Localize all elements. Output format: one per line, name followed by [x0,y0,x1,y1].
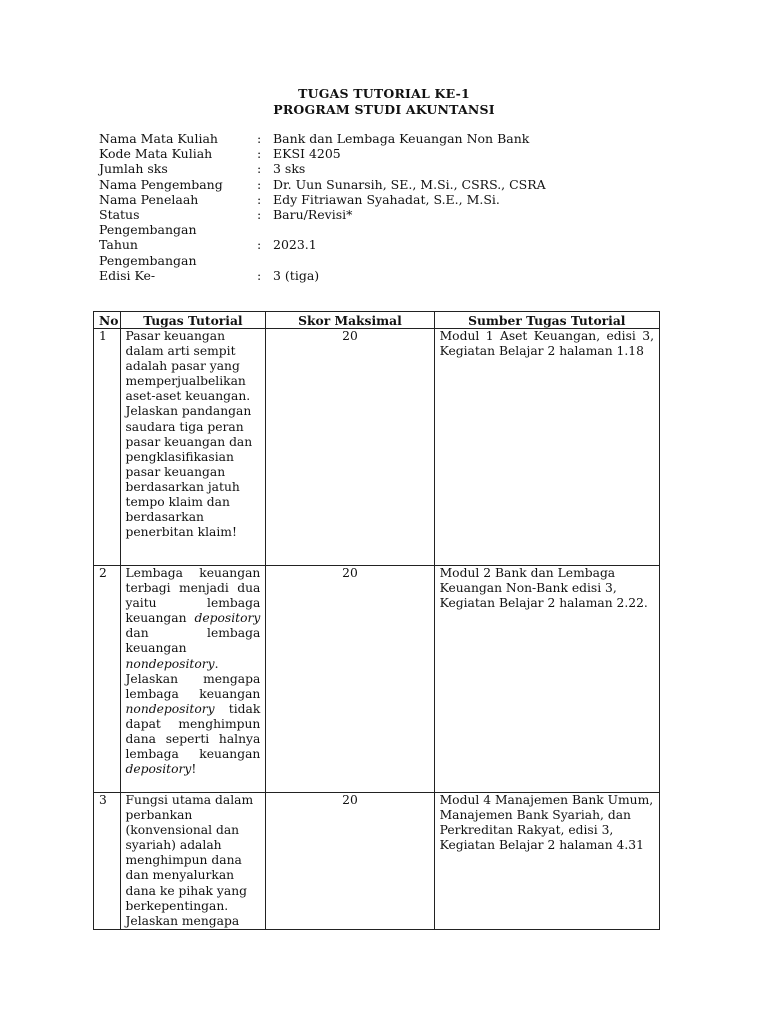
task-term-italic: depository [194,611,261,626]
course-info [99,131,653,283]
info-label-line: Status [99,207,140,223]
info-row-course-code [99,146,653,161]
tutorial-task-table [93,311,660,930]
info-label: Jumlah sks [99,161,168,177]
task-source: Modul 1 Aset Keuangan, edisi 3, Kegiatan Belajar 2 halaman 1.18 [434,329,659,566]
info-label-line: Pengembangan [99,252,197,268]
table-header-row [94,312,660,329]
task-description: Pasar keuangan dalam arti sempit adalah pasar yang memperjualbelikan aset-aset keuangan. Jelaskan pandangan saudara tiga peran pasar keuangan dan pengklasifikasian pasar keuangan berdasarkan jatuh tempo klaim dan berdasarkan penerbitan klaim! [120,329,266,566]
info-value: 3 (tiga) [273,267,320,283]
column-header-no: No [94,312,121,329]
info-row-developer [99,177,653,192]
task-term-italic: nondepository [125,656,215,671]
table-row [94,329,660,566]
info-colon: : [257,207,262,223]
task-description [120,566,266,793]
info-label: Nama Pengembang [99,176,223,192]
max-score: 20 [266,566,434,793]
info-colon: : [257,237,262,253]
info-row-credits [99,161,653,176]
task-number: 2 [94,566,121,793]
info-value: Bank dan Lembaga Keuangan Non Bank [273,131,530,146]
info-row-status [99,207,653,237]
info-colon: : [257,191,262,207]
info-colon: : [257,146,262,162]
task-term-italic: depository [125,762,192,777]
task-text: ! [191,762,197,777]
info-row-edition [99,268,653,283]
task-text: tidak dapat menghimpun dana seperti halnya lembaga keuangan [125,701,261,762]
info-label-line: Pengembangan [99,222,197,238]
column-header-source: Sumber Tugas Tutorial [434,312,659,329]
info-label [99,207,257,237]
task-term-italic: nondepository [125,701,215,716]
info-value: Dr. Uun Sunarsih, SE., M.Si., CSRS., CSRA [273,176,546,192]
info-label: Kode Mata Kuliah [99,146,213,162]
info-label: Nama Penelaah [99,191,199,207]
info-label: Nama Mata Kuliah [99,131,218,146]
info-row-year [99,237,653,267]
task-text: dan lembaga keuangan [125,626,261,656]
table-row [94,793,660,930]
info-value: Baru/Revisi* [273,207,353,223]
task-source: Modul 2 Bank dan Lembaga Keuangan Non-Bank edisi 3, Kegiatan Belajar 2 halaman 2.22. [434,566,659,793]
info-value: EKSI 4205 [273,146,341,162]
max-score: 20 [266,793,434,930]
info-colon: : [257,267,262,283]
task-text: Lembaga keuangan terbagi menjadi dua yaitu lembaga keuangan [125,566,261,626]
info-row-reviewer [99,192,653,207]
column-header-score: Skor Maksimal [266,312,434,329]
info-value: 2023.1 [273,237,317,253]
info-label [99,237,257,267]
info-label-line: Tahun [99,237,138,253]
info-value: Edy Fitriawan Syahadat, S.E., M.Si. [273,191,500,207]
info-colon: : [257,131,262,146]
task-number: 1 [94,329,121,566]
table-row [94,566,660,793]
task-text: . Jelaskan mengapa lembaga keuangan [125,656,261,701]
info-value: 3 sks [273,161,306,177]
info-row-course-name [99,131,653,146]
document-subtitle: PROGRAM STUDI AKUNTANSI [273,102,495,117]
info-label: Edisi Ke- [99,267,156,283]
task-source: Modul 4 Manajemen Bank Umum, Manajemen Bank Syariah, dan Perkreditan Rakyat, edisi 3, Kegiatan Belajar 2 halaman 4.31 [434,793,659,930]
column-header-task: Tugas Tutorial [120,312,266,329]
max-score: 20 [266,329,434,566]
info-colon: : [257,176,262,192]
info-colon: : [257,161,262,177]
task-number: 3 [94,793,121,930]
task-description: Fungsi utama dalam perbankan (konvensional dan syariah) adalah menghimpun dana dan menyalurkan dana ke pihak yang berkepentingan. Jelaskan mengapa [120,793,266,930]
document-title: TUGAS TUTORIAL KE-1 [298,86,470,101]
